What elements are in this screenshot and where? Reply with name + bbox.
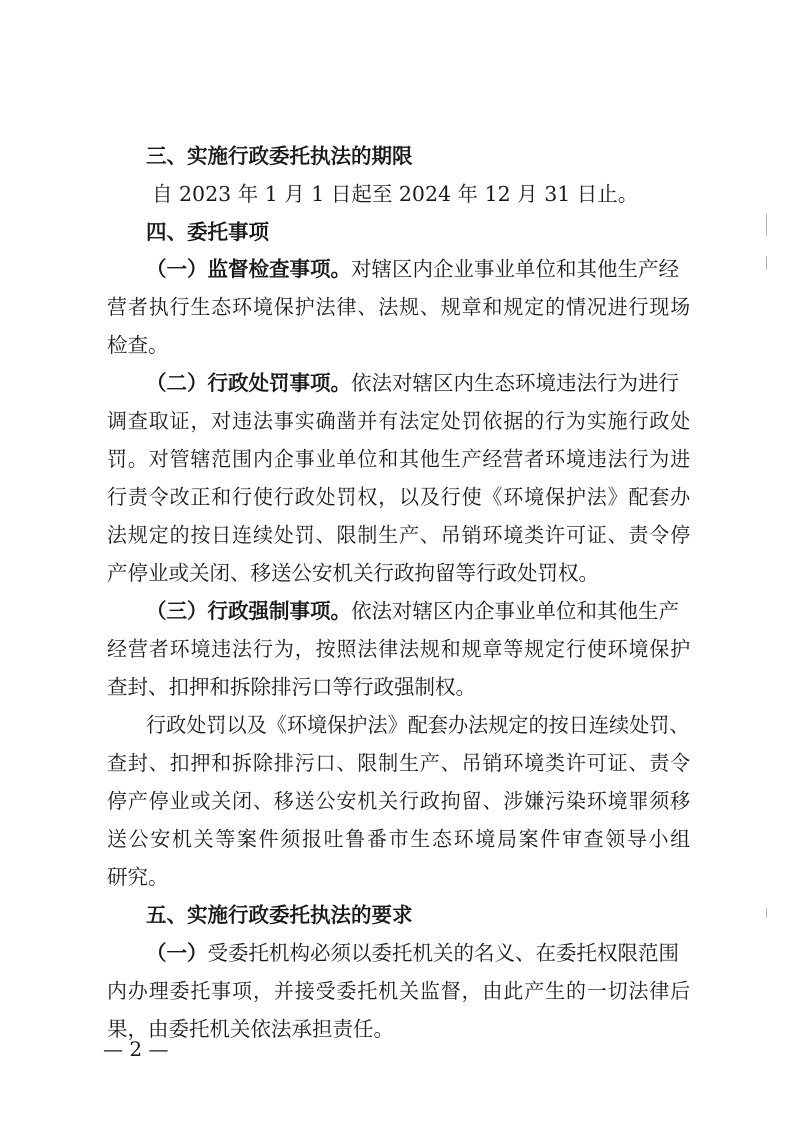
- section-5-heading: 五、实施行政委托执法的要求: [146, 903, 413, 927]
- scan-mark: [766, 256, 767, 270]
- note-line-5: 研究。: [107, 865, 169, 889]
- item-2-line-1: （二）行政处罚事项。依法对辖区内生态环境违法行为进行: [146, 371, 679, 395]
- section-4-heading: 四、委托事项: [146, 220, 269, 244]
- item-2-line-2: 调查取证，对违法事实确凿并有法定处罚依据的行为实施行政处: [107, 409, 691, 433]
- section-3-heading: 三、实施行政委托执法的期限: [146, 144, 413, 168]
- note-line-1: 行政处罚以及《环境保护法》配套办法规定的按日连续处罚、: [146, 713, 690, 737]
- item-1-label: （一）监督检查事项。: [146, 257, 351, 281]
- item-1-line-3: 检查。: [107, 333, 169, 357]
- item-2-line-6: 产停业或关闭、移送公安机关行政拘留等行政处罚权。: [107, 561, 599, 585]
- scan-mark: [766, 214, 767, 236]
- note-line-2: 查封、扣押和拆除排污口、限制生产、吊销环境类许可证、责令: [107, 751, 691, 775]
- item-2-line-4: 行责令改正和行使行政处罚权，以及行使《环境保护法》配套办: [107, 485, 691, 509]
- item-3-label: （三）行政强制事项。: [146, 599, 351, 623]
- item-1-line-2: 营者执行生态环境保护法律、法规、规章和规定的情况进行现场: [107, 295, 691, 319]
- note-line-4: 送公安机关等案件须报吐鲁番市生态环境局案件审查领导小组: [107, 827, 691, 851]
- item-2-line-5: 法规定的按日连续处罚、限制生产、吊销环境类许可证、责令停: [107, 523, 691, 547]
- section-5-item-1-label: （一）: [146, 941, 208, 965]
- item-1-line-1: （一）监督检查事项。对辖区内企业事业单位和其他生产经: [146, 257, 679, 281]
- section-5-item-1-line-2: 内办理委托事项，并接受委托机关监督，由此产生的一切法律后: [107, 979, 691, 1003]
- section-5-item-1-line-3: 果，由委托机关依法承担责任。: [107, 1017, 394, 1041]
- item-3-line-1: （三）行政强制事项。依法对辖区内企事业单位和其他生产: [146, 599, 679, 623]
- item-2-label: （二）行政处罚事项。: [146, 371, 351, 395]
- section-5-item-1-line-1: （一）受委托机构必须以委托机关的名义、在委托权限范围: [146, 941, 679, 965]
- section-3-text: 自 2023 年 1 月 1 日起至 2024 年 12 月 31 日止。: [152, 182, 639, 206]
- page-number: — 2 —: [103, 1037, 169, 1061]
- item-3-line-2: 经营者环境违法行为，按照法律法规和规章等规定行使环境保护: [107, 637, 691, 661]
- item-2-line-3: 罚。对管辖范围内企事业单位和其他生产经营者环境违法行为进: [107, 447, 691, 471]
- note-line-3: 停产停业或关闭、移送公安机关行政拘留、涉嫌污染环境罪须移: [107, 789, 691, 813]
- item-3-line-3: 查封、扣押和拆除排污口等行政强制权。: [107, 675, 476, 699]
- scan-mark: [766, 908, 767, 918]
